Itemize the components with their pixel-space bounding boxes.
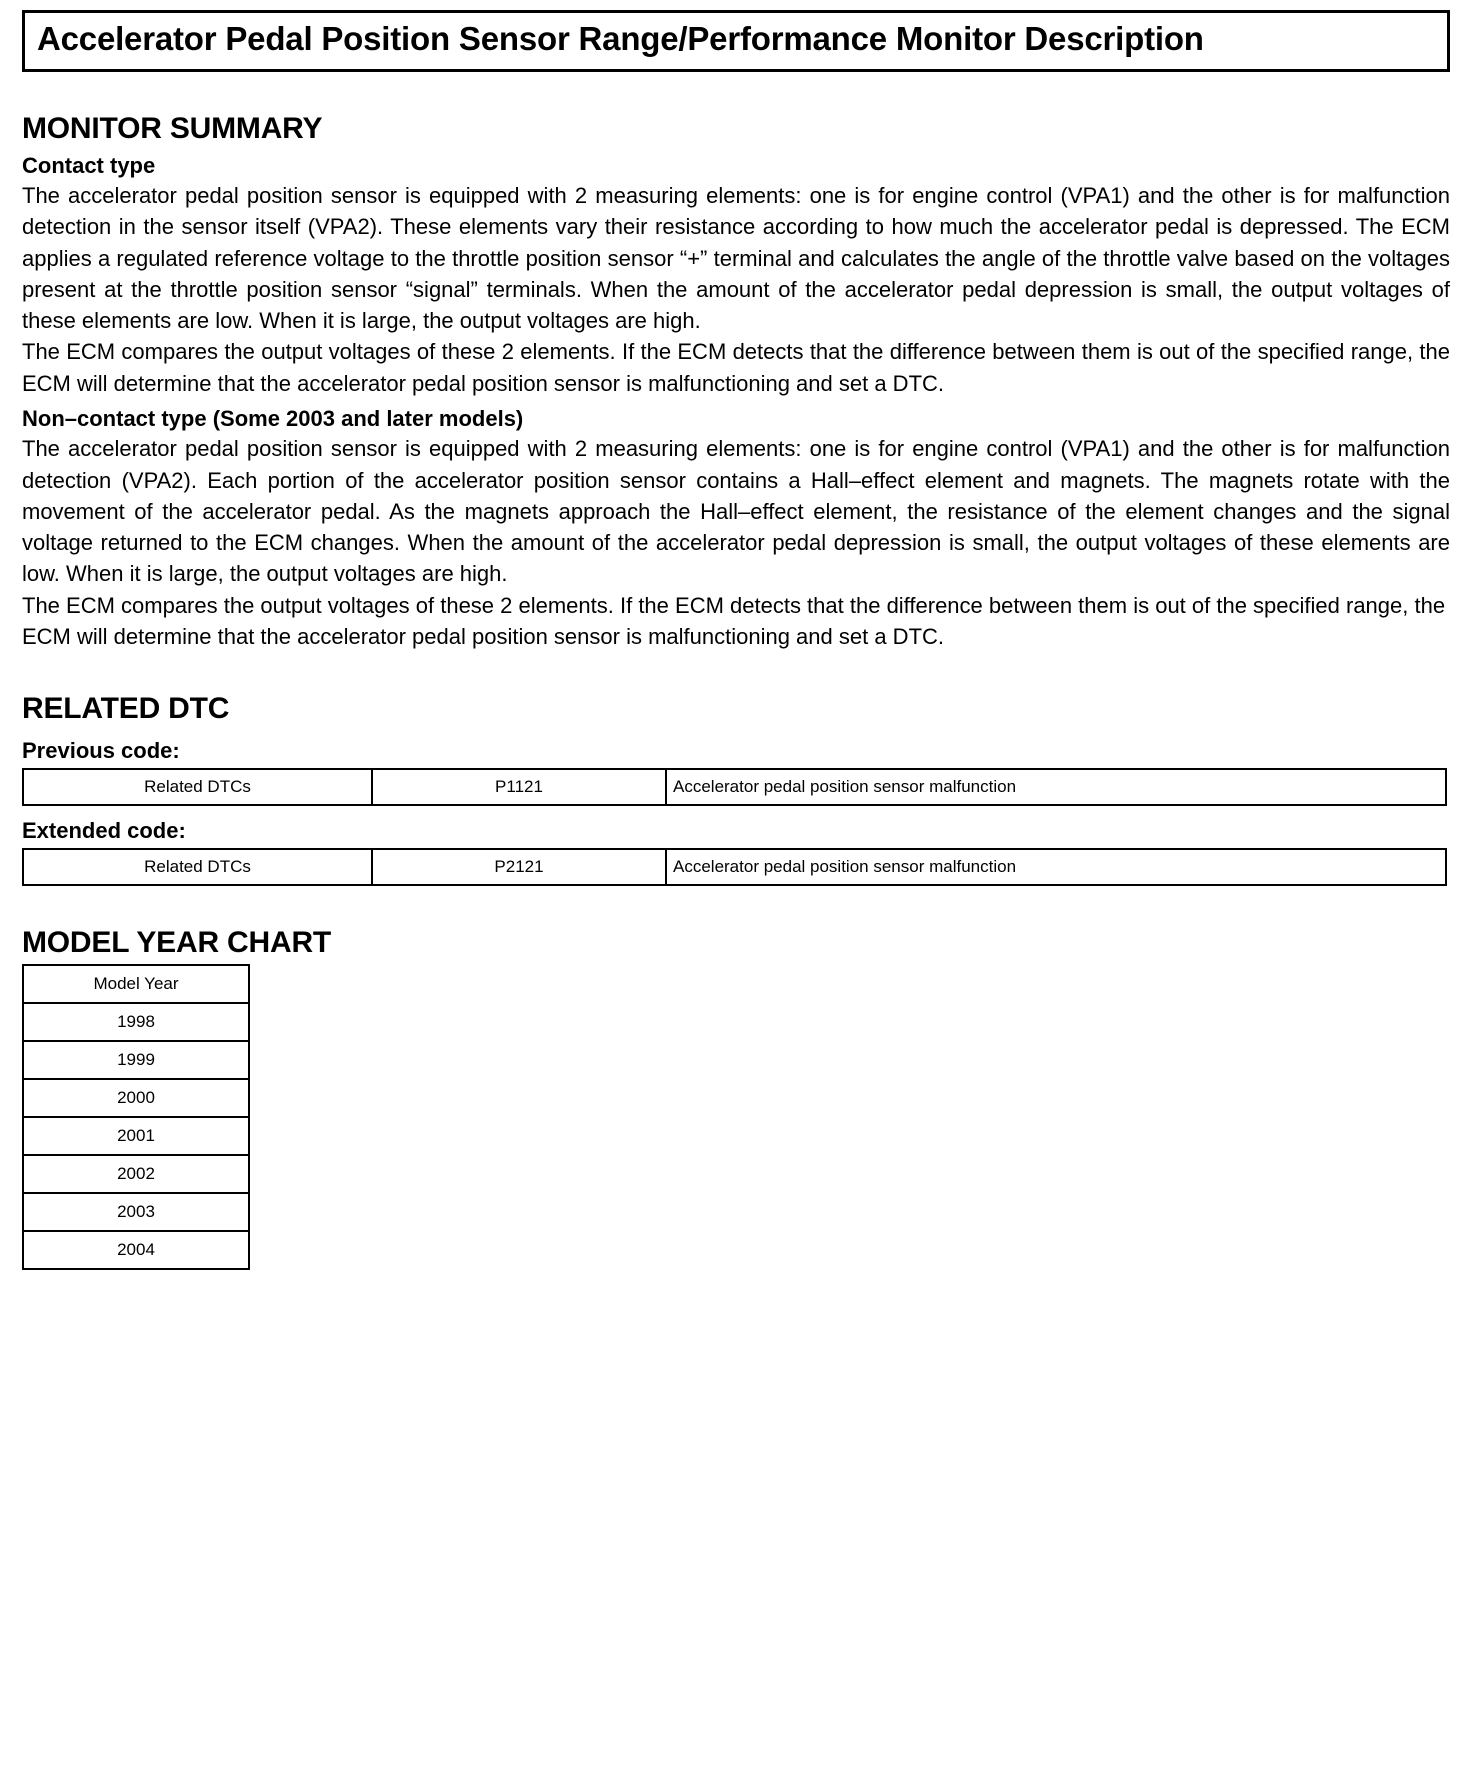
subheading-contact-type: Contact type xyxy=(22,152,156,178)
table-row xyxy=(23,849,1446,885)
table-row xyxy=(23,1041,249,1079)
section-heading-related-dtc: RELATED DTC xyxy=(22,692,230,726)
model-year-table xyxy=(22,964,250,1270)
document-title-box xyxy=(22,10,1450,72)
table-row xyxy=(23,1193,249,1231)
extended-code-value: P2121 xyxy=(372,849,666,885)
table-row xyxy=(23,1231,249,1269)
non-contact-type-paragraph-2: The ECM compares the output voltages of these 2 elements. If the ECM detects that the difference between them is out of the specified range, the ECM will determine that the accelerator pedal position sensor is malfunctioning and set a DTC. xyxy=(22,592,1446,649)
contact-type-paragraph-1: The accelerator pedal position sensor is equipped with 2 measuring elements: one is for engine control (VPA1) and the other is for malfunction detection in the sensor itself (VPA2). These elements vary their resistance according to how much the accelerator pedal is depressed. The ECM applies a regulated reference voltage to the throttle position sensor “+” terminal and calculates the angle of the throttle valve based on the voltages present at the throttle position sensor “signal” terminals. When the amount of the accelerator pedal depression is small, the output voltages of these elements are low. When it is large, the output voltages are high. xyxy=(22,183,1450,334)
label-previous-code: Previous code: xyxy=(22,738,180,764)
extended-code-related-dtcs-label: Related DTCs xyxy=(23,849,372,885)
model-year-cell: 1998 xyxy=(23,1003,249,1041)
table-row xyxy=(23,1155,249,1193)
previous-code-value: P1121 xyxy=(372,769,666,805)
previous-code-description: Accelerator pedal position sensor malfunction xyxy=(666,769,1446,805)
label-extended-code: Extended code: xyxy=(22,818,186,844)
model-year-cell: 2001 xyxy=(23,1117,249,1155)
table-row xyxy=(23,1079,249,1117)
table-header-row xyxy=(23,965,249,1003)
section-heading-model-year-chart: MODEL YEAR CHART xyxy=(22,926,332,960)
subheading-non-contact-type: Non–contact type (Some 2003 and later models) xyxy=(22,405,524,431)
extended-code-description: Accelerator pedal position sensor malfunction xyxy=(666,849,1446,885)
contact-type-paragraph-2: The ECM compares the output voltages of these 2 elements. If the ECM detects that the difference between them is out of the specified range, the ECM will determine that the accelerator pedal position sensor is malfunctioning and set a DTC. xyxy=(22,339,1450,396)
model-year-cell: 2003 xyxy=(23,1193,249,1231)
non-contact-type-paragraph-1: The accelerator pedal position sensor is equipped with 2 measuring elements: one is for engine control (VPA1) and the other is for malfunction detection (VPA2). Each portion of the accelerator position sensor contains a Hall–effect element and magnets. The magnets rotate with the movement of the accelerator pedal. As the magnets approach the Hall–effect element, the resistance of the element changes and the signal voltage returned to the ECM changes. When the amount of the accelerator pedal depression is small, the output voltages of these elements are low. When it is large, the output voltages are high. xyxy=(22,436,1450,587)
previous-code-table xyxy=(22,768,1447,806)
extended-code-table xyxy=(22,848,1447,886)
table-row xyxy=(23,1003,249,1041)
previous-code-related-dtcs-label: Related DTCs xyxy=(23,769,372,805)
page-title: Accelerator Pedal Position Sensor Range/Performance Monitor Description xyxy=(37,20,1204,57)
model-year-column-header: Model Year xyxy=(23,965,249,1003)
model-year-cell: 2002 xyxy=(23,1155,249,1193)
model-year-cell: 1999 xyxy=(23,1041,249,1079)
model-year-cell: 2000 xyxy=(23,1079,249,1117)
table-row xyxy=(23,769,1446,805)
model-year-cell: 2004 xyxy=(23,1231,249,1269)
table-row xyxy=(23,1117,249,1155)
section-heading-monitor-summary: MONITOR SUMMARY xyxy=(22,111,323,145)
